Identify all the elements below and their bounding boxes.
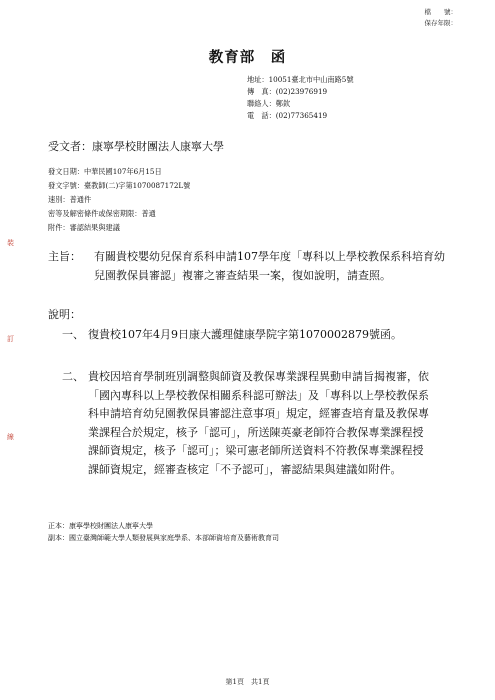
sender-address: 地址：10051臺北市中山南路5號 xyxy=(247,75,354,84)
subject-block xyxy=(48,248,448,285)
binding-mark-xian: 線 xyxy=(7,433,14,441)
explanation-item xyxy=(62,326,442,345)
file-number-label: 檔 號： xyxy=(424,8,457,16)
explanation-label: 說明： xyxy=(48,308,81,321)
primary-recipient: 正本：康寧學校財團法人康寧大學 xyxy=(48,522,153,530)
contact-person: 聯絡人：鄭欽 xyxy=(247,99,291,108)
document-title: 教育部 函 xyxy=(208,49,287,66)
recipient-line: 受文者：康寧學校財團法人康寧大學 xyxy=(48,140,224,153)
issue-date: 發文日期：中華民國107年6月15日 xyxy=(48,167,162,176)
attachment-note: 附件：審認結果與建議 xyxy=(48,223,120,232)
delivery-speed: 速別：普通件 xyxy=(48,195,92,204)
security-level: 密等及解密條件或保密期限：普通 xyxy=(48,209,156,218)
retention-period-label: 保存年限： xyxy=(424,19,457,27)
explanation-item xyxy=(62,368,442,479)
subject-label: 主旨： xyxy=(48,250,81,263)
item-number: 一、 xyxy=(62,328,84,341)
document-number: 發文字號：臺教師(二)字第1070087172L號 xyxy=(48,181,191,190)
copy-recipients: 副本：國立臺灣師範大學人類發展與家庭學系、本部師資培育及藝術教育司 xyxy=(48,534,279,542)
item-number: 二、 xyxy=(62,370,84,383)
page-number: 第1頁 共1頁 xyxy=(225,678,270,686)
item-text: 復貴校107年4月9日康大護理健康學院字第1070002879號函。 xyxy=(88,328,402,341)
item-text: 貴校因培育學制班別調整與師資及教保專業課程異動申請旨揭複審，依「國內專科以上學校教保相關系科認可辦法」及「專科以上學校教保系科申請培育幼兒園教保員審認注意事項」規定，經審查培育量及教保專業課程合於規定，核予「認可」，所送陳英豪老師符合教保專業課程授課師資規定，核予「認可」；梁可憲老師所送資料不符教保專業課程授課師資規定，經審查核定「不予認可」，審認結果與建議如附件。 xyxy=(88,370,429,476)
sender-fax: 傳 真：(02)23976919 xyxy=(247,87,328,96)
sender-telephone: 電 話：(02)77365419 xyxy=(247,111,328,120)
subject-text: 有關貴校嬰幼兒保育系科申請107學年度「專科以上學校教保系科培育幼兒園教保員審認」複審之審查結果一案，復如說明，請查照。 xyxy=(94,250,445,282)
binding-mark-zhuang: 裝 xyxy=(7,239,14,247)
binding-mark-ding: 訂 xyxy=(7,335,14,343)
